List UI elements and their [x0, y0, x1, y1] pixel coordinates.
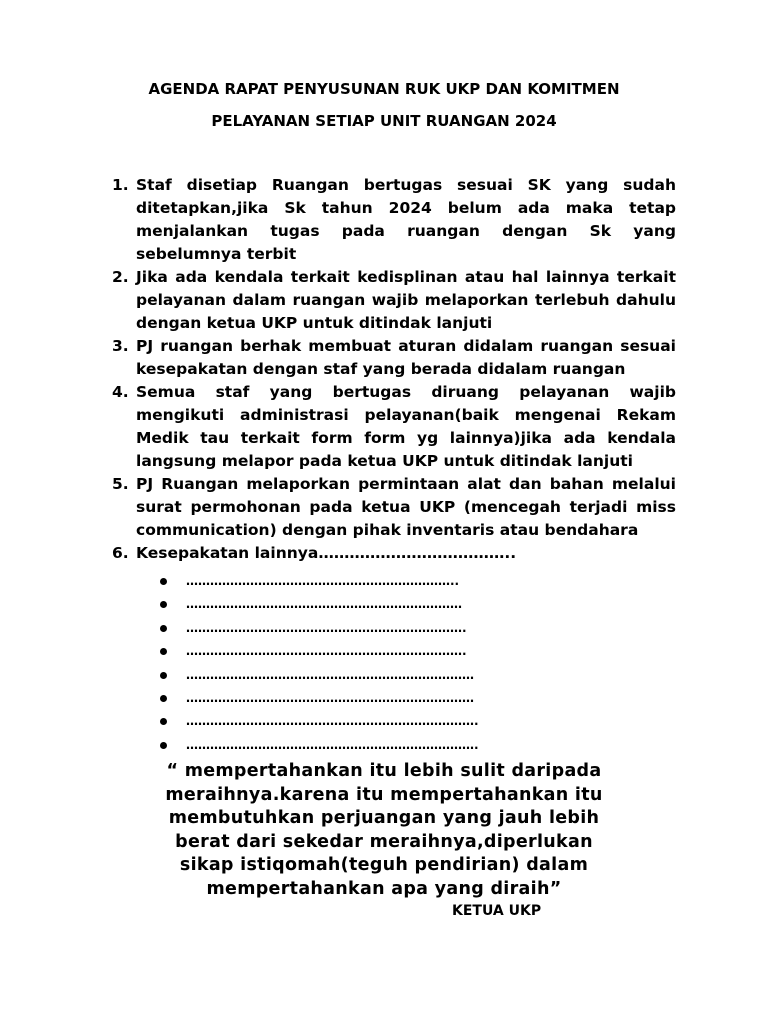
blank-line: ……………………………………………………………… [186, 690, 474, 705]
bullet-icon [160, 742, 167, 749]
agenda-item-text: Staf disetiap Ruangan bertugas sesuai SK yang sudah ditetapkan,jika Sk tahun 2024 belum ada maka tetap menjalankan tugas pada ruangan dengan Sk yang sebelumnya terbit [136, 176, 676, 263]
document-title-line-2: PELAYANAN SETIAP UNIT RUANGAN 2024 [211, 112, 557, 130]
bullet-icon [160, 601, 167, 608]
agenda-item-number: 4. [112, 383, 129, 401]
agenda-item-number: 6. [112, 544, 129, 562]
bullet-icon [160, 578, 167, 585]
blank-line: ………………………………………………………….. [186, 574, 460, 588]
agenda-item-number: 3. [112, 337, 129, 355]
agenda-item [112, 174, 676, 266]
agenda-item-number: 2. [112, 268, 129, 286]
agenda-item-text: Kesepakatan lainnya……………………………….. [136, 544, 517, 562]
blank-bullet-list [158, 570, 479, 757]
blank-line: ……………………………………………………………… [186, 667, 474, 682]
agenda-item [112, 335, 676, 381]
bullet-icon [160, 648, 167, 655]
blank-bullet-item [158, 734, 479, 757]
motivational-quote: “ mempertahankan itu lebih sulit daripada meraihnya.karena itu mempertahankan itu membutuhkan perjuangan yang jauh lebih berat dari sekedar meraihnya,diperlukan sikap istiqomah(teguh pendirian) dalam mempertahankan apa yang diraih” [165, 761, 603, 899]
blank-bullet-item [158, 640, 479, 663]
blank-line: ……………………………………………………………. [186, 644, 467, 659]
blank-line: ………………………………………………………………. [186, 714, 479, 729]
agenda-item-number: 5. [112, 475, 129, 493]
agenda-item [112, 473, 676, 542]
agenda-item [112, 266, 676, 335]
blank-bullet-item [158, 570, 479, 593]
blank-bullet-item [158, 593, 479, 616]
agenda-item-text: Semua staf yang bertugas diruang pelayanan wajib mengikuti administrasi pelayanan(baik mengenai Rekam Medik tau terkait form form yg lainnya)jika ada kendala langsung melapor pada ketua UKP untuk ditindak lanjuti [136, 383, 676, 470]
agenda-item-text: Jika ada kendala terkait kedisplinan atau hal lainnya terkait pelayanan dalam ruangan wajib melaporkan terlebuh dahulu dengan ketua UKP untuk ditindak lanjuti [136, 268, 676, 332]
document-title-line-1: AGENDA RAPAT PENYUSUNAN RUK UKP DAN KOMITMEN [148, 80, 620, 98]
bullet-icon [160, 718, 167, 725]
agenda-item [112, 381, 676, 473]
signature-label: KETUA UKP [452, 903, 542, 919]
agenda-item-number: 1. [112, 176, 129, 194]
agenda-list [112, 174, 676, 565]
blank-line: ……………………………………………………………. [186, 620, 467, 635]
blank-bullet-item [158, 710, 479, 733]
blank-bullet-item [158, 664, 479, 687]
agenda-item [112, 542, 676, 565]
bullet-icon [160, 625, 167, 632]
blank-bullet-item [158, 617, 479, 640]
blank-line: …………………………………………………………… [186, 597, 462, 612]
blank-line: ………………………………………………………………. [186, 737, 479, 752]
agenda-item-text: PJ Ruangan melaporkan permintaan alat dan bahan melalui surat permohonan pada ketua UKP (mencegah terjadi miss communication) dengan pihak inventaris atau bendahara [136, 475, 676, 539]
bullet-icon [160, 672, 167, 679]
blank-bullet-item [158, 687, 479, 710]
agenda-item-text: PJ ruangan berhak membuat aturan didalam ruangan sesuai kesepakatan dengan staf yang berada didalam ruangan [136, 337, 676, 378]
bullet-icon [160, 695, 167, 702]
